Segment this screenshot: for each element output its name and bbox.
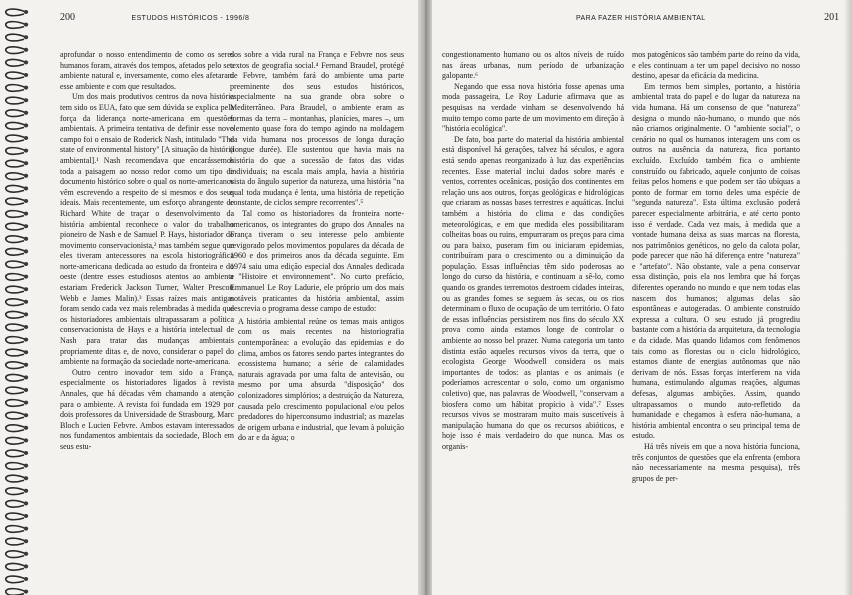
paragraph: Negando que essa nova história fosse apenas uma moda passageira, Le Roy Ladurie afirmava que as pesquisas na verdade vinham se desenvolvendo há muito tempo como parte de um movimento em direção à "história ecológica". [442,81,624,134]
spiral-coil [6,576,28,583]
spiral-coil [6,463,28,470]
spiral-coil [6,299,28,306]
block-quote: A história ambiental reúne os temas mais antigos com os mais recentes na historiografia contemporânea: a evolução das epidemias e do clima, ambos os fatores sendo partes integrantes do ecossistema humano; a série de calamidades naturais agravada por uma falta de antevisão, ou mesmo por uma absurda "disposição" dos colonizadores simplórios; a destruição da Natureza, causada pelo crescimento populacional e/ou pelos predadores do hiperconsumo industrial; as mazelas de origem urbana e industrial, que levam à poluição do ar e da água; o [238,316,404,443]
spiral-coil [6,337,28,344]
spiral-coil [6,248,28,255]
spiral-coil [6,362,28,369]
spiral-coil [6,72,28,79]
right-column-1 [442,50,624,453]
paragraph: congestionamento humano ou os altos níveis de ruído nas áreas urbanas, num período de urbanização galopante.⁶ [442,50,624,81]
spiral-binding [0,0,34,595]
spiral-coil [6,311,28,318]
spiral-coil [6,223,28,230]
spiral-coil [6,9,28,16]
right-column-2 [632,50,800,484]
spiral-coil [6,97,28,104]
paragraph: aprofundar o nosso entendimento de como os seres humanos foram, através dos tempos, afetados pelo seu ambiente natural e, inversamente, como eles afetaram esse ambiente e com que resultados. [60,50,234,91]
spiral-coil [6,500,28,507]
spiral-coil [6,387,28,394]
spiral-coil [6,538,28,545]
spiral-coil [6,122,28,129]
spiral-coil [6,160,28,167]
spiral-coil [6,110,28,117]
spiral-coil [6,349,28,356]
spiral-coil [6,173,28,180]
spiral-coil [6,211,28,218]
spiral-coil [6,47,28,54]
page-edge-shadow [844,0,852,595]
paragraph: Um dos mais produtivos centros da nova história tem sido os EUA, fato que sem dúvida se explica pela força da liderança norte-americana em questões ambientais. A primeira tentativa de definir esse novo campo foi o ensaio de Roderick Nash, intitulado "The state of environmental history" [A situação da história ambiental].¹ Nash recomendava que encarássemos toda a paisagem ao nosso redor como um tipo de documento histórico sobre o qual os norte-americanos vêm escrevendo a respeito de si mesmos e dos seus ideais. Mais recentemente, um esforço abrangente de Richard White de traçar o desenvolvimento da história ambiental reconhece o valor do trabalho pioneiro de Nash e de Samuel P. Hays, historiador do movimento conservacionista,² mas também segue que eles tiveram antecessores na escola historiográfica norte-americana dedicada ao estudo da fronteira e do oeste (dentre esses estudiosos atentos ao ambiente estariam Frederick Jackson Turner, Walter Prescott Webb e James Malin).³ Essas raízes mais antigas foram sendo cada vez mais relembradas à medida que os historiadores ambientais ultrapassaram a política conservacionista de Hays e a história intelectual de Nash para tratar das mudanças ambientais propriamente ditas e, de novo, considerar o papel do ambiente na formação da sociedade norte-americana. [60,92,234,367]
spiral-coil [6,274,28,281]
spiral-coil [6,286,28,293]
left-running-head: ESTUDOS HISTÓRICOS - 1996/8 [131,15,250,22]
right-running-head: PARA FAZER HISTÓRIA AMBIENTAL [576,15,706,22]
spiral-coil [6,563,28,570]
spiral-coil [6,450,28,457]
right-page [432,0,852,595]
spiral-coil [6,261,28,268]
spiral-coil [6,198,28,205]
spiral-coil [6,526,28,533]
paragraph: mos patogênicos são também parte do reino da vida, e eles continuam a ter um papel decisivo no nosso destino, apesar da eficácia da medicina. [632,50,800,81]
spiral-coil [6,34,28,41]
spiral-coil [6,513,28,520]
spiral-coil [6,425,28,432]
paragraph: Em termos bem simples, portanto, a história ambiental trata do papel e do lugar da natureza na vida humana. Há um consenso de que "natureza" designa o mundo não-humano, o mundo que nós não criamos originalmente. O "ambiente social", o cenário no qual os humanos interagem uns com os outros na ausência da natureza, fica portanto excluído. Excluído também fica o ambiente construído ou fabricado, aquele conjunto de coisas feitas pelos homens e que podem ser tão ubíquas a ponto de formar em torno deles uma espécie de "segunda natureza". Esta última exclusão poderá parecer especialmente arbitrária, e até certo ponto isso é verdade. Cada vez mais, à medida que a vontade humana deixa as suas marcas na floresta, nos patrimônios genéticos, no gelo da calota polar, pode parecer que não há diferença entre "natureza" e "artefato". Não obstante, vale a pena conservar essa distinção, pois ela nos lembra que há forças diferentes operando no mundo e que nem todas elas nascem dos humanos; algumas delas são espontâneas e autogeradas. O ambiente construído expressa a cultura. O seu estudo já progrediu bastante com a história da arquitetura, da tecnologia e da cidade. Mas quando lidamos com fenômenos tais como as florestas ou o ciclo hidrológico, estamos diante de energias autônomas que não derivam de nós. Essas forças interferem na vida humana, estimulando algumas reações, algumas defesas, algumas ambições. Assim, quando ultrapassamos o mundo auto-refletido da humanidade e chegamos à esfera não-humana, a história ambiental encontra o seu principal tema de estudo. [632,81,800,441]
paragraph: Tal como os historiadores da fronteira norte-americanos, os integrantes do grupo dos Annales na França tiveram o seu interesse pelo ambiente revigorado pelos movimentos populares da década de 1960 e dos primeiros anos da década seguinte. Em 1974 saiu uma edição especial dos Annales dedicada a "Histoire et environnement". No curto prefácio, Emmanuel Le Roy Ladurie, ele próprio um dos mais notáveis praticantes da história ambiental, assim descrevia o programa desse campo de estudo: [230,208,404,314]
spiral-coil [6,185,28,192]
right-page-number: 201 [824,12,840,23]
paragraph: dos sobre a vida rural na França e Febvre nos seus textos de geografia social.⁴ Fernand Braudel, protégé de Febvre, também fará do ambiente uma parte preeminente dos seus estudos históricos, especialmente na sua grande obra sobre o Mediterrâneo. Para Braudel, o ambiente eram as formas da terra – montanhas, planícies, mares –, um elemento quase fora do tempo agindo na moldagem da vida humana nos processos de longa duração (longue durée). Ele sustentou que havia mais na história do que a sucessão de fatos das vidas individuais; na escala mais ampla, havia a história vista do ângulo superior da natureza, uma história "na qual toda mudança é lenta, uma história de repetição constante, de ciclos sempre recorrentes".⁵ [230,50,404,208]
left-page [34,0,418,595]
left-page-number: 200 [60,12,75,23]
spiral-coil [6,135,28,142]
spiral-coil [6,236,28,243]
spiral-coil [6,374,28,381]
left-page-header [60,12,249,23]
right-page-header [576,12,839,23]
spiral-coil [6,412,28,419]
spiral-coil [6,488,28,495]
spiral-coil [6,437,28,444]
paragraph: Outro centro inovador tem sido a França, especialmente os historiadores ligados à revista Annales, que há décadas vêm chamando a atenção para o ambiente. A revista foi fundada em 1929 por dois professores da Universidade de Strasbourg, Marc Bloch e Lucien Febvre. Ambos estavam interessados nos fundamentos ambientais da sociedade, Bloch em seus estu- [60,367,234,451]
spiral-coil [6,324,28,331]
spiral-coil [6,148,28,155]
book-gutter [418,0,432,595]
left-column-2 [230,50,404,448]
paragraph: Há três níveis em que a nova história funciona, três conjuntos de questões que ela enfrenta (embora não necessariamente na mesma pesquisa), três grupos de per- [632,441,800,483]
spiral-coil [6,22,28,29]
paragraph: De fato, boa parte do material da história ambiental está disponível há gerações, talvez há séculos, e agora está sendo apenas reorganizado à luz das experiências recentes. Esse material inclui dados sobre marés e ventos, correntes oceânicas, posição dos continentes em relação uns aos outros, forças geológicas e hidrológicas que criaram as nossas bases terrestres e aquáticas. Inclui também a história do clima e das condições meteorológicas, e em que medida eles possibilitaram colheitas boas ou ruins, empurraram os preços para cima ou para baixo, puseram fim ou iniciaram epidemias, contribuíram para o crescimento ou a diminuição da população. Essas influências têm sido poderosas ao longo do curso da história, e continuam a sê-lo, como quando os grandes terremotos destroem cidades inteiras, ou as grandes fomes se seguem às secas, ou os rios determinam o fluxo de ocupação de um território. O fato de essas influências persistirem nos fins do século XX prova como ainda estamos longe de controlar o ambiente ao nosso bel prazer. Numa categoria um tanto distinta estão aqueles recursos vivos da terra, que o ecologista George Woodwell considera os mais importantes de todos: as plantas e os animais (e poderíamos acrescentar o solo, como um organismo coletivo) que, nas palavras de Woodwell, "conservam a biosfera como um hábitat propício à vida".⁷ Esses recursos vivos se mostraram muito mais suscetíveis à manipulação humana do que os recursos abióticos, e hoje isso é mais verdadeiro do que nunca. Mas os organis- [442,134,624,451]
spiral-coil [6,589,28,595]
spiral-coil [6,551,28,558]
left-column-1 [60,50,234,453]
spiral-coil [6,85,28,92]
spiral-coil [6,475,28,482]
spiral-coil [6,400,28,407]
spiral-coil [6,59,28,66]
